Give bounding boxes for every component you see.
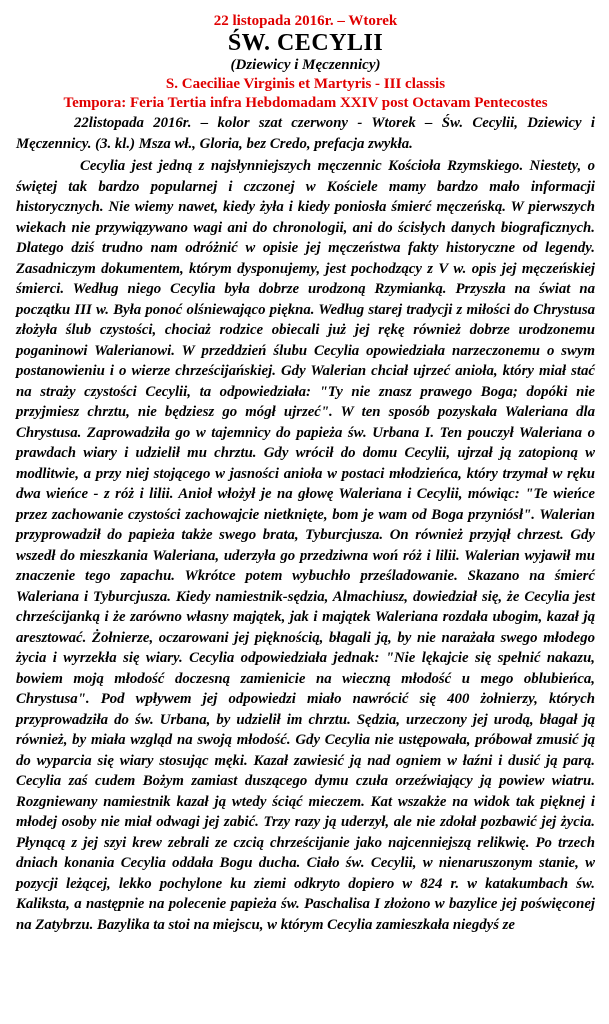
intro-paragraph: 22listopada 2016r. – kolor szat czerwony - Wtorek – Św. Cecylii, Dziewicy i Męczennicy. (3. kl.) Msza wł., Gloria, bez Credo, prefacja zwykła. bbox=[16, 115, 595, 152]
saint-subtitle: (Dziewicy i Męczennicy) bbox=[230, 57, 381, 73]
saint-title: ŚW. CECYLII bbox=[227, 30, 384, 56]
biography-paragraph: Cecylia jest jedną z najsłynniejszych męczennic Kościoła Rzymskiego. Niestety, o świętej tak bardzo popularnej i czczonej w Kościele mamy bardzo mało informacji historycznych. Nie wiemy nawet, kiedy żyła i kiedy poniosła śmierć męczeńską. W pierwszych wiekach nie przywiązywano wagi ani do chronologii, ani do ścisłych danych biograficznych. Dlatego dziś trudno nam odróżnić w opisie jej męczeństwa fakty historyczne od legendy. Zasadniczym dokumentem, którym dysponujemy, jest pochodzący z V w. opis jej męczeńskiej śmierci. Według niego Cecylia była dobrze urodzoną Rzymianką. Przyszła na świat na początku III w. Była ponoć olśniewająco piękna. Według starej tradycji z miłości do Chrystusa złożyła ślub czystości, chociaż rodzice obiecali już jej rękę również dobrze urodzonemu poganinowi Walerianowi. W przeddzień ślubu Cecylia opowiedziała narzeczonemu o swym postanowieniu i o wierze chrześcijańskiej. Gdy Walerian chciał ujrzeć anioła, który miał stać na straży czystości Cecylii, ta odpowiedziała: "Ty nie znasz prawego Boga; dopóki nie przyjmiesz chrztu, nie będziesz go mógł ujrzeć". W ten sposób pozyskała Waleriana dla Chrystusa. Zaprowadziła go w tajemnicy do papieża św. Urbana I. Ten pouczył Waleriana o prawdach wiary i udzielił mu chrztu. Gdy wrócił do domu Cecylii, ujrzał ją zatopioną w modlitwie, a przy niej stojącego w jasności anioła w postaci młodzieńca, który trzymał w ręku dwa wieńce - z róż i lilii. Anioł włożył je na głowę Waleriana i Cecylii, mówiąc: "Te wieńce przez zachowanie czystości zachowajcie nietknięte, bom je wam od Boga przyniósł". Walerian przyprowadził do papieża także swego brata, Tyburcjusza. On również przyjął chrzest. Gdy wszedł do mieszkania Waleriana, uderzyła go przedziwna woń róż i lilii. Walerian wyjawił mu znaczenie tego zapachu. Wkrótce potem wybuchło prześladowanie. Skazano na śmierć Waleriana i Tyburcjusza. Kiedy namiestnik-sędzia, Almachiusz, dowiedział się, że Cecylia jest chrześcijanką i że zarówno własny majątek, jak i majątek Waleriana rozdała ubogim, kazał ją aresztować. Żołnierze, oczarowani jej pięknością, błagali ją, by nie narażała swego młodego życia i wyrzekła się wiary. Cecylia odpowiedziała jednak: "Nie lękajcie się spełnić nakazu, bowiem moją młodość doczesną zamienicie na wieczną młodość u mego oblubieńca, Chrystusa". Pod wpływem jej odpowiedzi miało nawrócić się 400 żołnierzy, których przyprowadziła do św. Urbana, by udzielił im chrztu. Sędzia, urzeczony jej urodą, błagał ją również, by miała wzgląd na swoją młodość. Gdy Cecylia nie ustępowała, próbował zmusić ją do wyparcia się wiary stosując męki. Kazał zawiesić ją nad ogniem w łaźni i dusić ją parą. Cecylia zaś cudem Bożym zamiast duszącego dymu czuła orzeźwiający ją powiew wiatru. Rozgniewany namiestnik kazał ją wtedy ściąć mieczem. Kat wszakże na widok tak pięknej i młodej osoby nie miał odwagi jej zabić. Trzy razy ją uderzył, ale nie zdołał pozbawić jej życia. Płynącą z jej szyi krew zebrali ze czcią chrześcijanie jako najcenniejszą relikwię. Po trzech dniach konania Cecylia oddała Bogu ducha. Ciało św. Cecylii, w nienaruszonym stanie, w pozycji leżącej, lekko pochylone ku ziemi odkryto dopiero w 824 r. w katakumbach św. Kaliksta, a następnie na polecenie papieża św. Paschalisa I złożono w bazylice jej poświęconej na Zatybrzu. Bazylika ta stoi na miejscu, w którym Cecylia zamieszkała niegdyś ze bbox=[16, 158, 595, 933]
latin-title: S. Caeciliae Virginis et Martyris - III classis bbox=[165, 76, 446, 92]
tempora-line: Tempora: Feria Tertia infra Hebdomadam XXIV post Octavam Pentecostes bbox=[63, 95, 548, 111]
date-heading: 22 listopada 2016r. – Wtorek bbox=[213, 13, 398, 29]
